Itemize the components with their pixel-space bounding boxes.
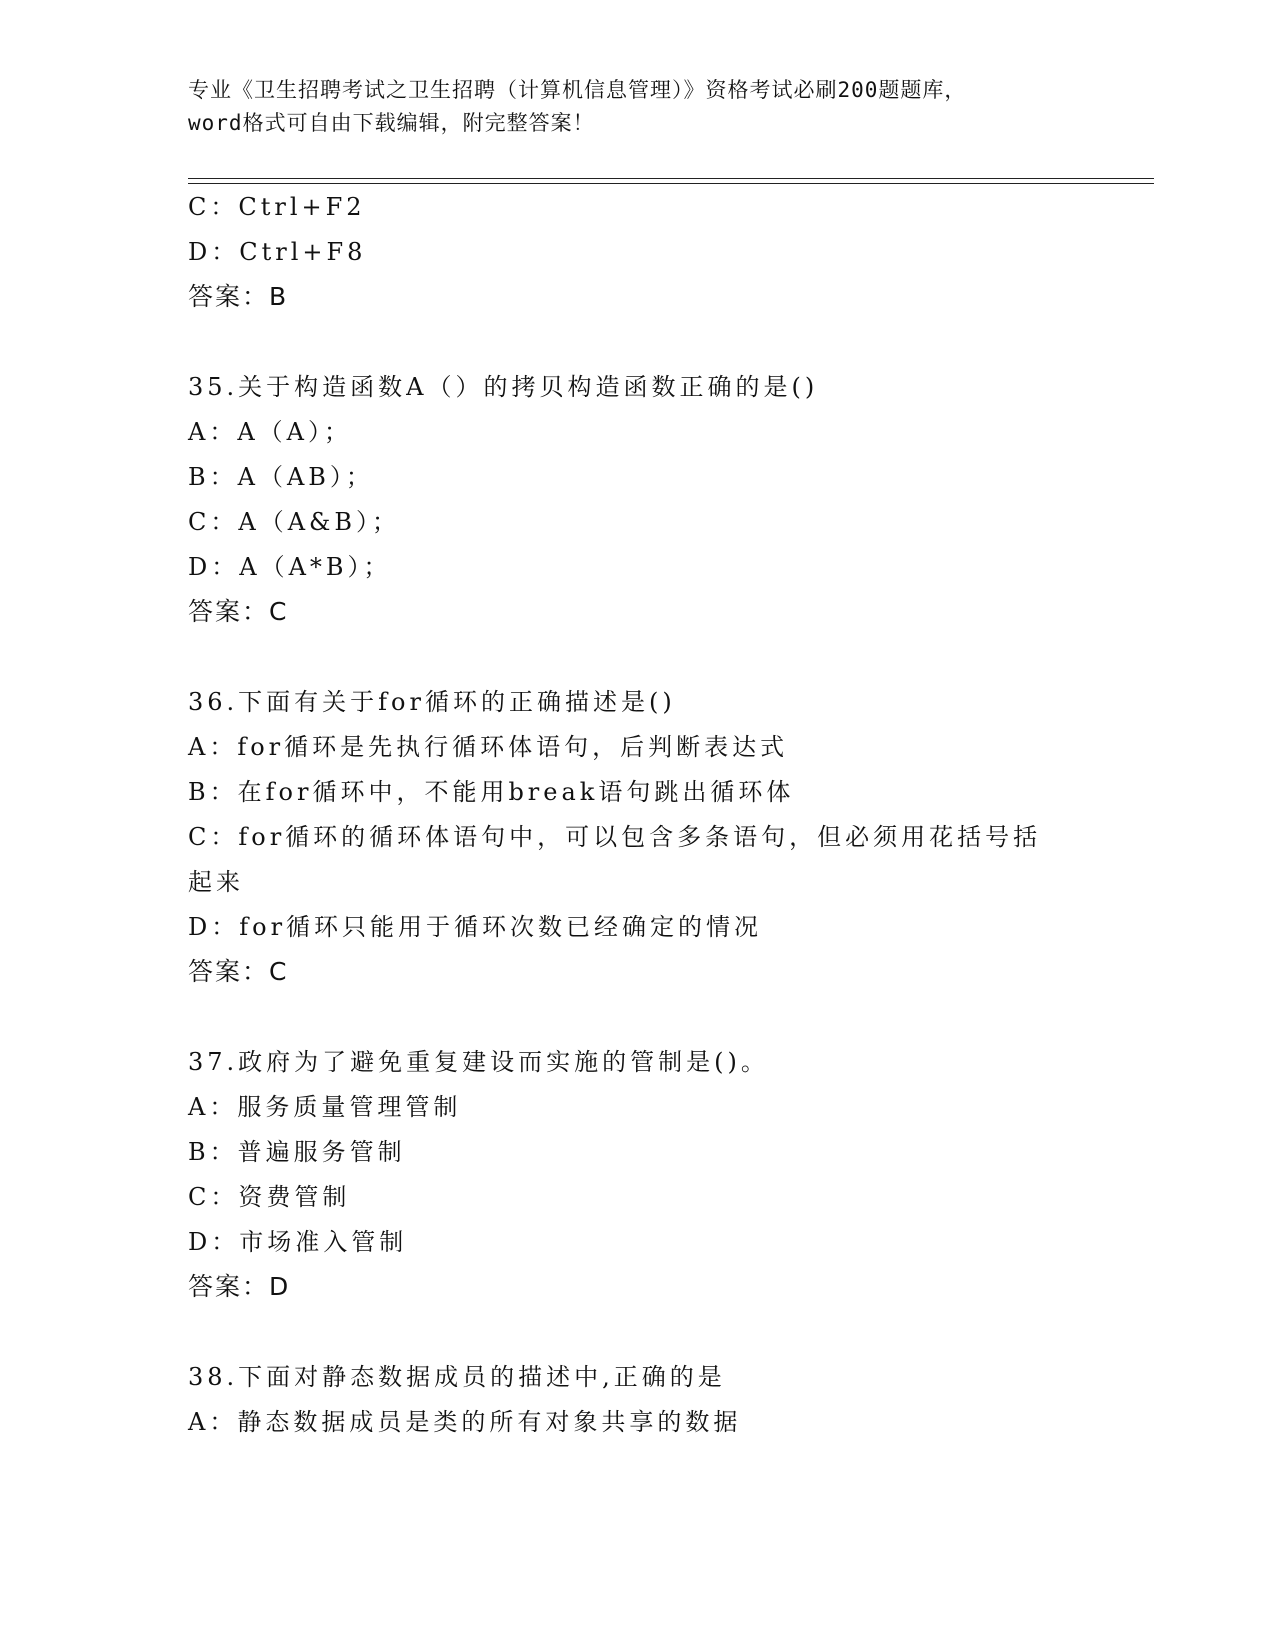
option-d: D：A（A*B）； (188, 553, 392, 581)
option-c: C：A（A&B）； (188, 508, 401, 536)
answer: 答案：B (188, 282, 289, 311)
option-d: D：Ctrl+F8 (188, 238, 367, 266)
document-header (188, 74, 1088, 140)
option-d: D：市场准入管制 (188, 1228, 408, 1256)
option-a: A：静态数据成员是类的所有对象共享的数据 (188, 1408, 742, 1436)
answer: 答案：D (188, 1272, 291, 1301)
option-b: B：普遍服务管制 (188, 1138, 406, 1166)
option-b: B：在for循环中，不能用break语句跳出循环体 (188, 778, 795, 806)
question-text: 35.关于构造函数A（）的拷贝构造函数正确的是() (188, 373, 819, 401)
header-divider-bottom (188, 183, 1154, 184)
option-a: A：for循环是先执行循环体语句，后判断表达式 (188, 733, 789, 761)
option-c-continued: 起来 (188, 868, 244, 896)
option-c: C：资费管制 (188, 1183, 351, 1211)
option-a: A：服务质量管理管制 (188, 1093, 462, 1121)
option-b: B：A（AB）； (188, 463, 374, 491)
option-c: C：for循环的循环体语句中，可以包含多条语句，但必须用花括号括 (188, 823, 1042, 851)
option-c: C：Ctrl+F2 (188, 193, 366, 221)
question-text: 36.下面有关于for循环的正确描述是() (188, 688, 676, 716)
answer: 答案：C (188, 957, 289, 986)
answer: 答案：C (188, 597, 289, 626)
option-a: A：A（A）； (188, 418, 352, 446)
question-text: 37.政府为了避免重复建设而实施的管制是()。 (188, 1048, 769, 1076)
header-divider-top (188, 178, 1154, 179)
header-line-1: 专业《卫生招聘考试之卫生招聘（计算机信息管理）》资格考试必刷200题题库， (188, 78, 967, 102)
option-d: D：for循环只能用于循环次数已经确定的情况 (188, 913, 763, 941)
header-line-2: word格式可自由下载编辑，附完整答案！ (188, 111, 595, 135)
question-text: 38.下面对静态数据成员的描述中,正确的是 (188, 1363, 726, 1391)
